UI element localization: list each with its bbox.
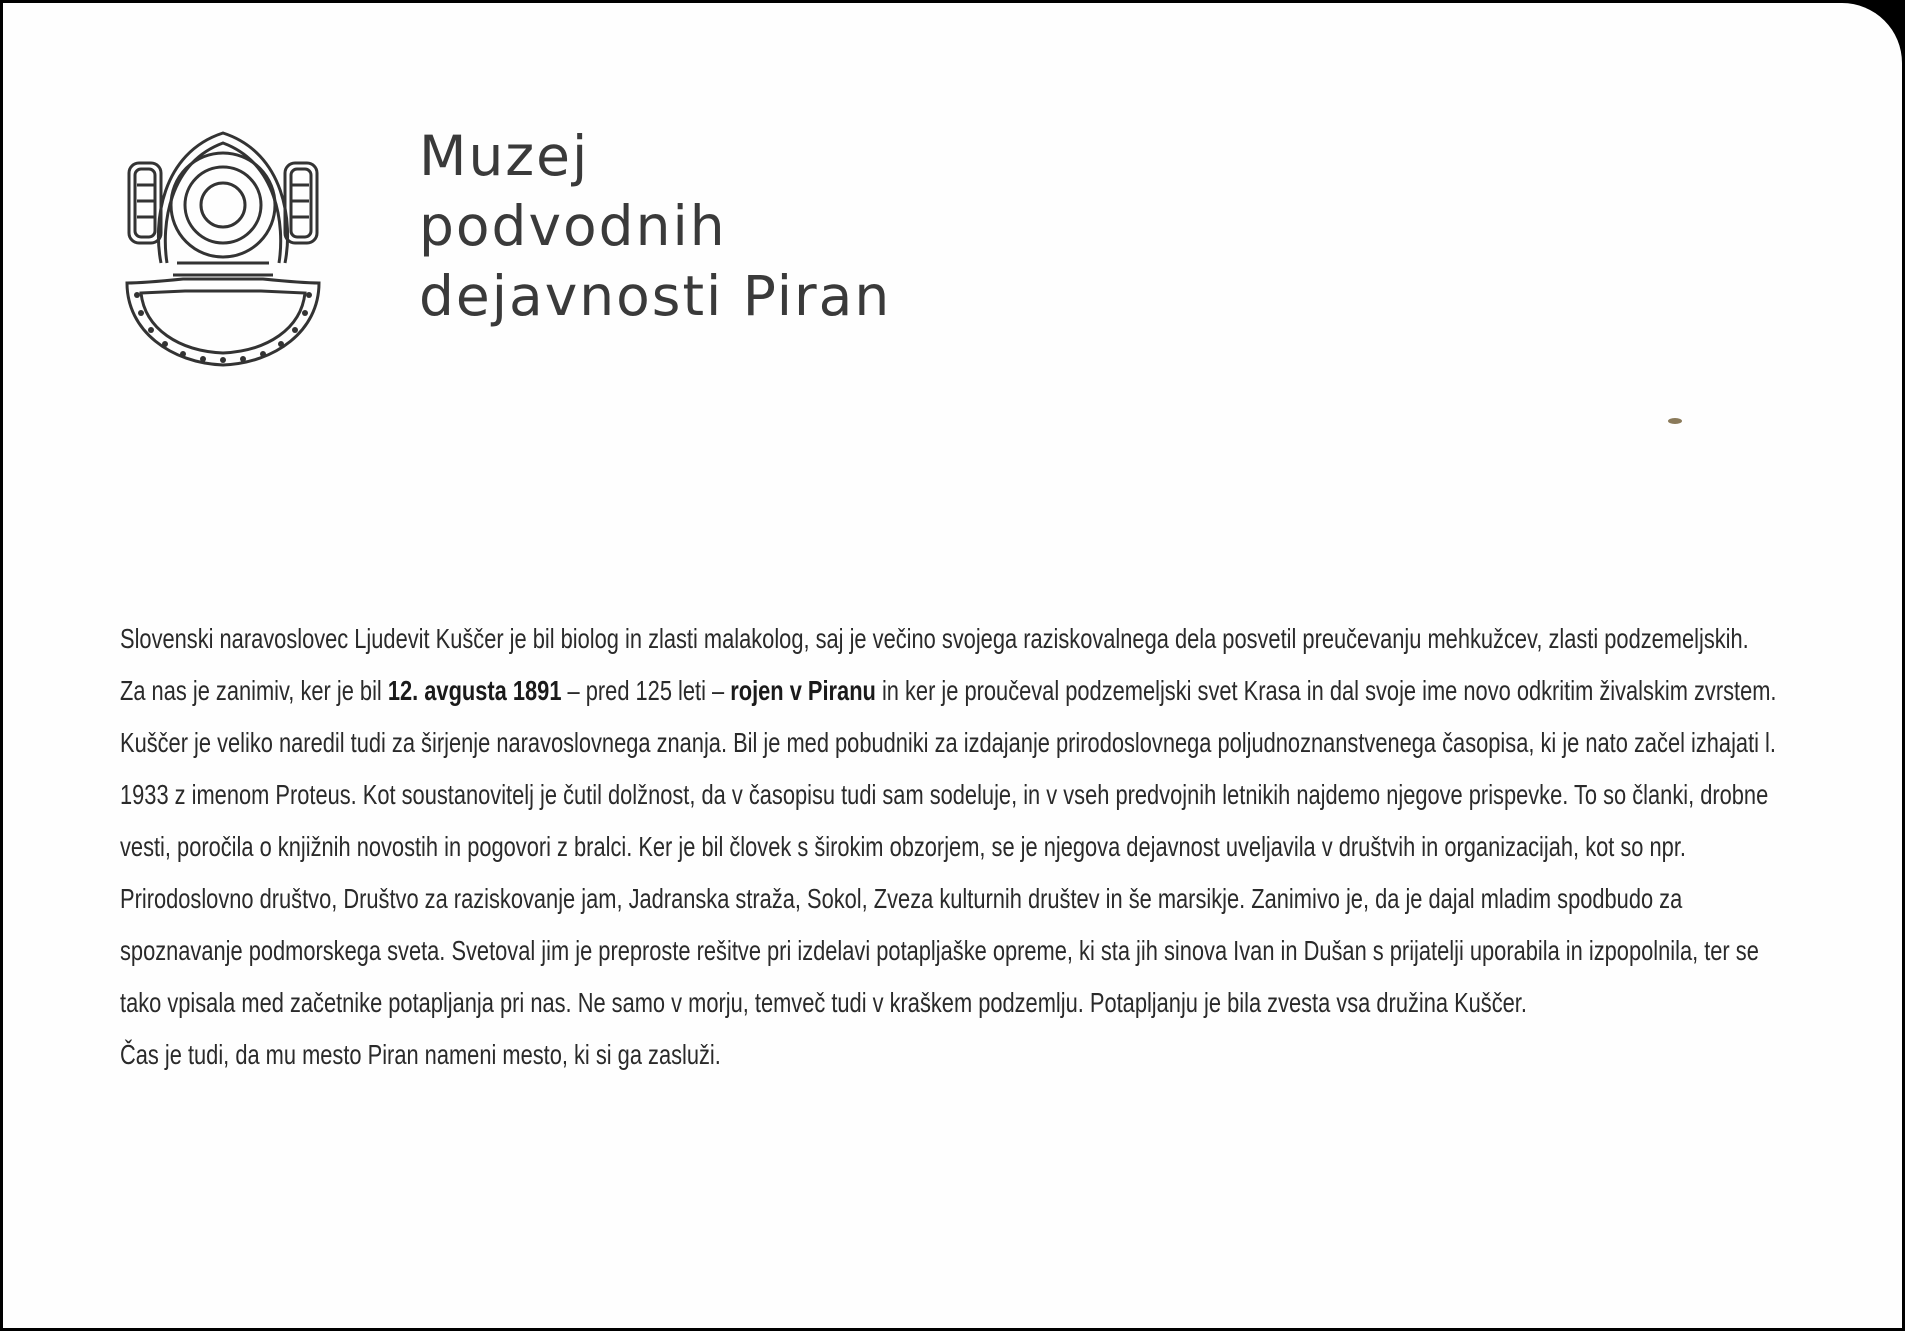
museum-title bbox=[419, 121, 891, 331]
article-body bbox=[120, 613, 1805, 1081]
paragraph-intro: Slovenski naravoslovec Ljudevit Kuščer je bil biolog in zlasti malakolog, saj je večino svojega raziskovalnega dela posvetil preučevanju mehkužcev, zlasti podzemeljskih. bbox=[120, 623, 1749, 654]
museum-title-line-3: dejavnosti Piran bbox=[419, 264, 892, 328]
birth-text-1: Za nas je zanimiv, ker je bil bbox=[120, 675, 388, 706]
paragraph-work: Kuščer je veliko naredil tudi za širjenje naravoslovnega znanja. Bil je med pobudniki za izdajanje prirodoslovnega poljudnoznanstvenega časopisa, ki je nato začel izhajati l. 1933 z imenom Proteus. Kot soustanovitelj je čutil dolžnost, da v časopisu tudi sam sodeluje, in v vseh predvojnih letnikih najdemo njegove prispevke. To so članki, drobne vesti, poročila o knjižnih novostih in pogovori z bralci. Ker je bil človek s širokim obzorjem, se je njegova dejavnost uveljavila v društvih in organizacijah, kot so npr. Prirodoslovno društvo, Društvo za raziskovanje jam, Jadranska straža, Sokol, Zveza kulturnih društev in še marsikje. Zanimivo je, da je dajal mladim spodbudo za spoznavanje podmorskega sveta. Svetoval jim je preproste rešitve pri izdelavi potapljaške opreme, ki sta jih sinova Ivan in Dušan s prijatelji uporabila in izpopolnila, ter se tako vpisala med začetnike potapljanja pri nas. Ne samo v morju, temveč tudi v kraškem podzemlju. Potapljanju je bila zvesta vsa družina Kuščer. bbox=[120, 727, 1776, 1018]
paper-speck bbox=[1668, 418, 1682, 424]
museum-title-line-1: Muzej bbox=[419, 124, 590, 188]
birth-text-3: in ker je proučeval podzemeljski svet Krasa in dal svoje ime novo odkritim živalskim zvrstem. bbox=[875, 675, 1777, 706]
paragraph-closing: Čas je tudi, da mu mesto Piran nameni mesto, ki si ga zasluži. bbox=[120, 1039, 721, 1070]
birth-date: 12. avgusta 1891 bbox=[387, 675, 562, 706]
postcard-sheet bbox=[3, 3, 1902, 1328]
birth-text-2: – pred 125 leti – bbox=[561, 675, 731, 706]
birth-place: rojen v Piranu bbox=[730, 675, 876, 706]
museum-title-line-2: podvodnih bbox=[419, 194, 727, 258]
paragraph-birth bbox=[120, 665, 1805, 717]
diving-helmet-icon bbox=[123, 113, 323, 373]
